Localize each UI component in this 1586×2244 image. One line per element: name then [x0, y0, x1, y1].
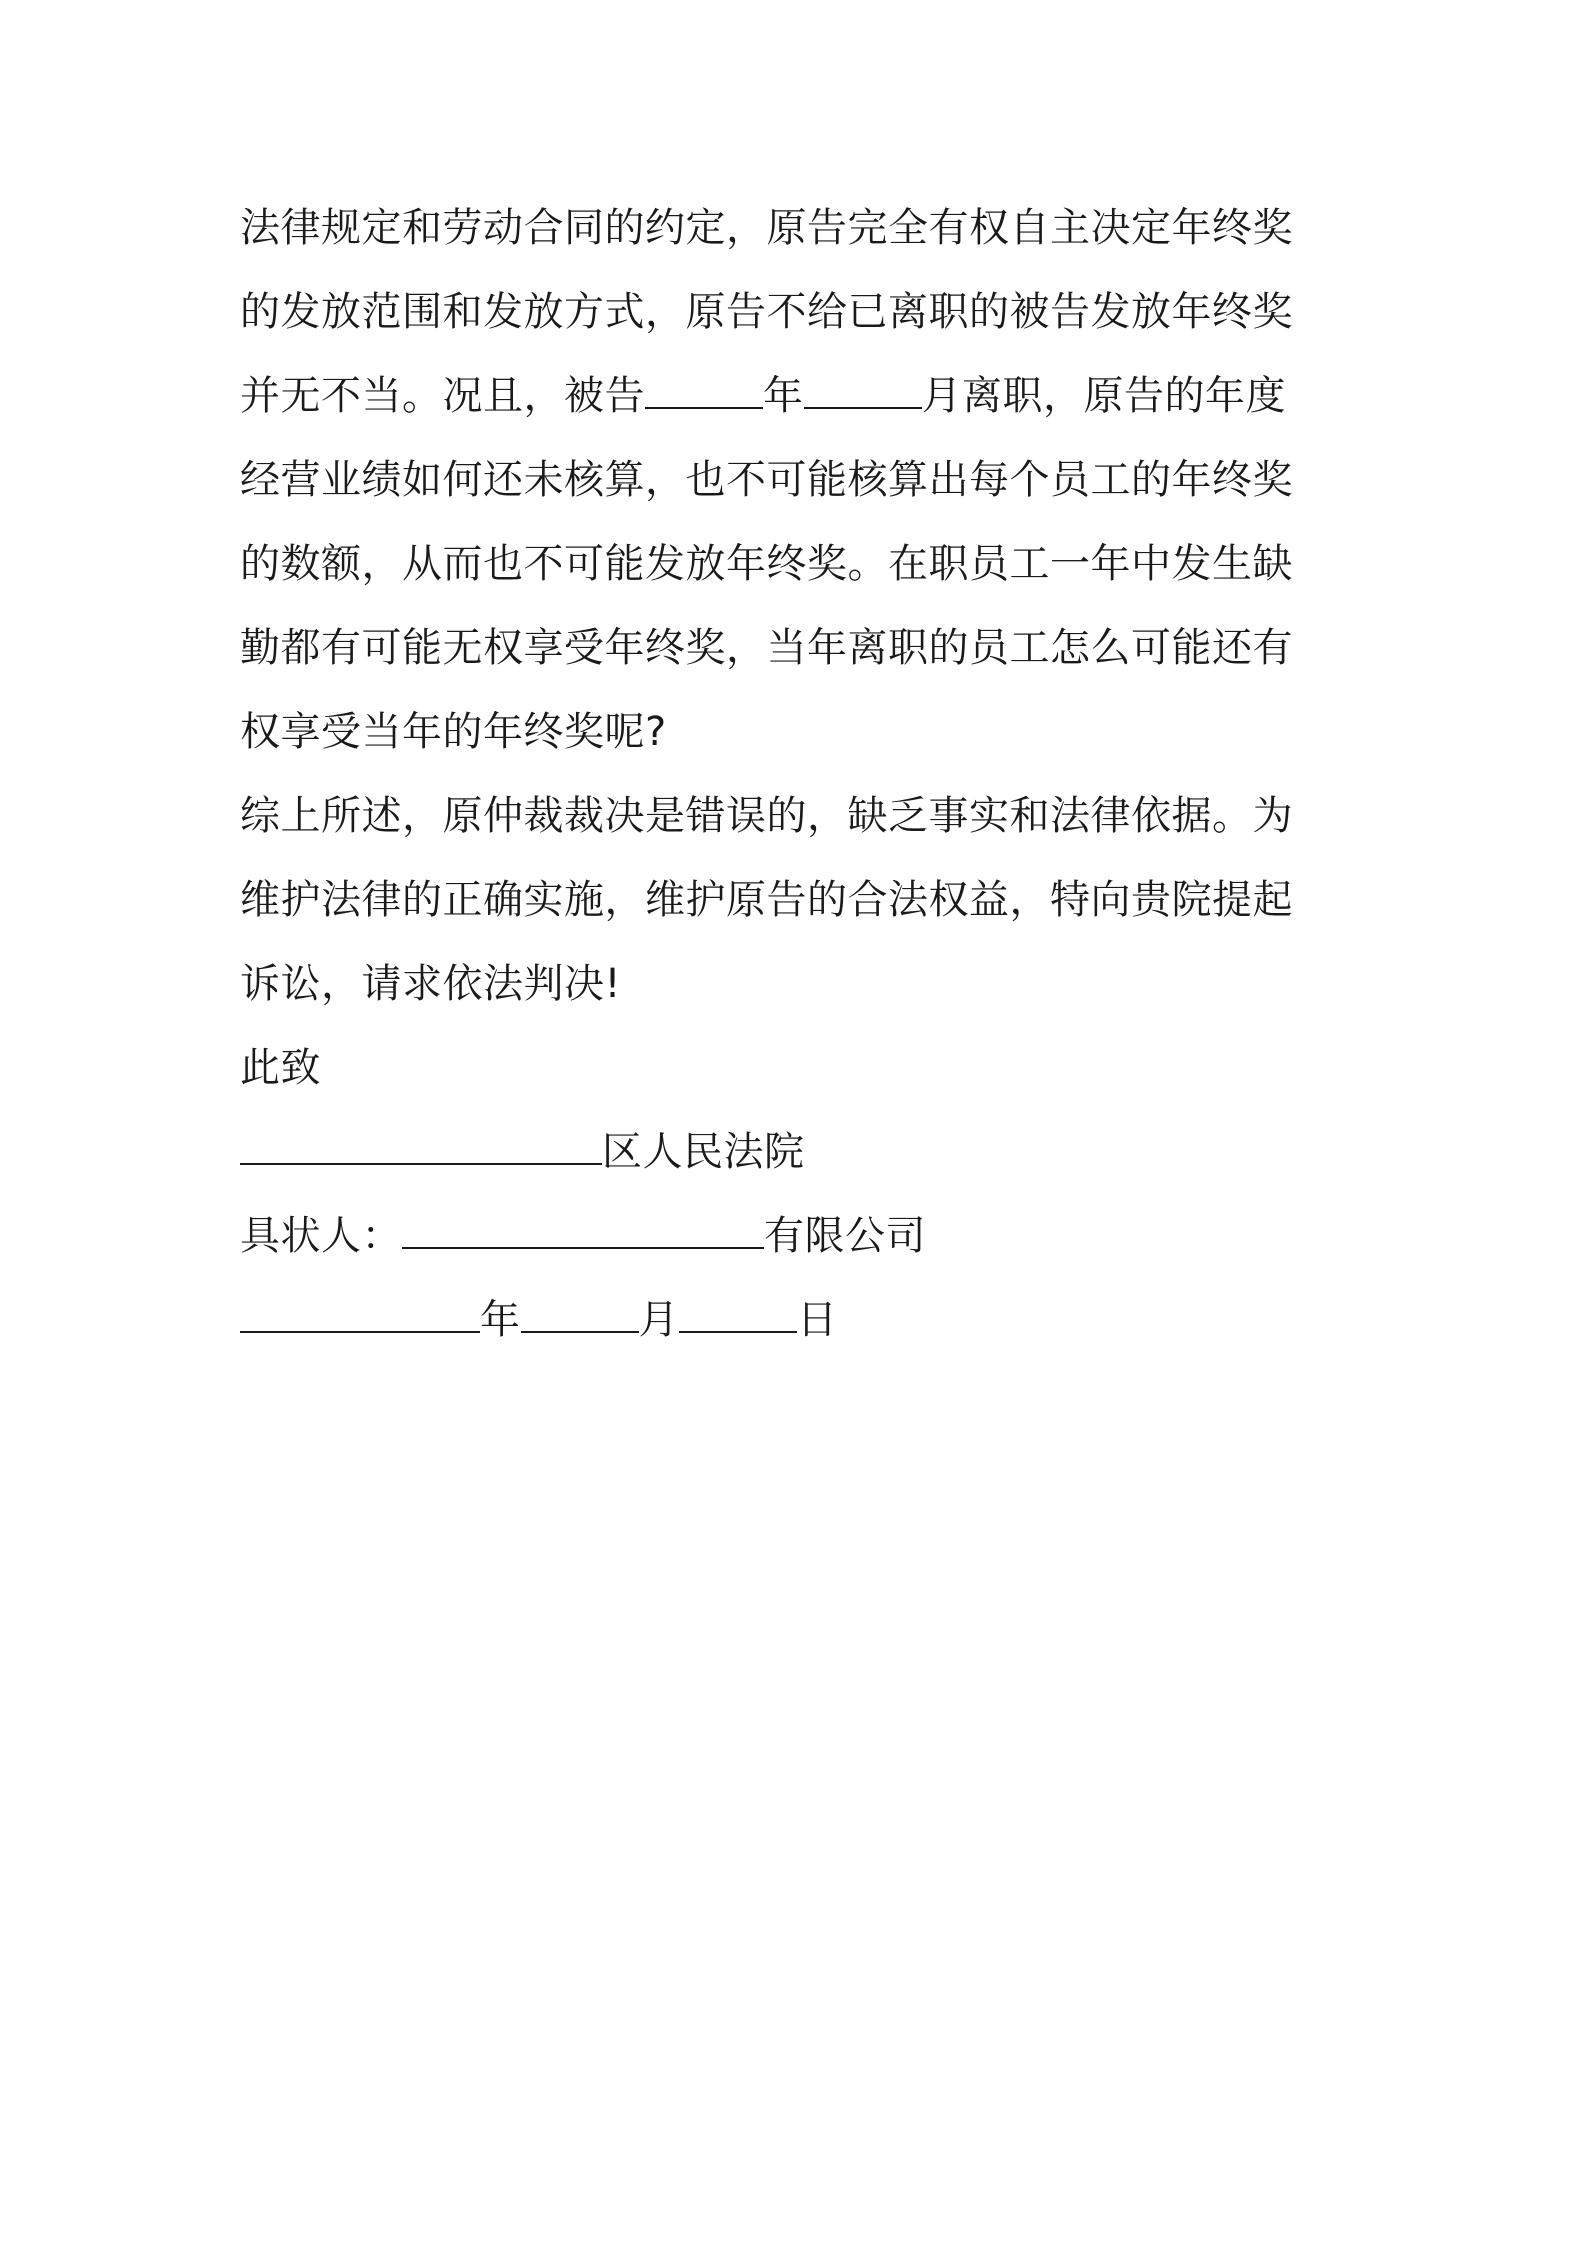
date-year-label: 年	[480, 1297, 521, 1343]
date-month-label: 月	[638, 1297, 679, 1343]
date-year-blank	[240, 1301, 480, 1333]
company-name-blank	[402, 1217, 764, 1249]
line-text: 年	[763, 373, 804, 419]
applicant-line	[240, 1194, 1360, 1278]
paragraph-line: 勤都有可能无权享受年终奖，当年离职的员工怎么可能还有	[240, 625, 1293, 671]
year-blank	[645, 377, 763, 409]
date-line	[240, 1278, 1360, 1362]
paragraph-line: 的数额，从而也不可能发放年终奖。在职员工一年中发生缺	[240, 541, 1293, 587]
applicant-suffix: 有限公司	[764, 1213, 926, 1259]
paragraph-line: 综上所述，原仲裁裁决是错误的，缺乏事实和法律依据。为	[240, 793, 1293, 839]
paragraph-line: 维护法律的正确实施，维护原告的合法权益，特向贵院提起	[240, 877, 1293, 923]
paragraph-line: 诉讼，请求依法判决!	[240, 961, 622, 1007]
paragraph-line: 权享受当年的年终奖呢?	[240, 709, 667, 755]
complaint-body	[240, 186, 1360, 1362]
month-blank	[804, 377, 922, 409]
paragraph-line: 的发放范围和发放方式，原告不给已离职的被告发放年终奖	[240, 289, 1293, 335]
applicant-label: 具状人：	[240, 1213, 402, 1259]
salutation: 此致	[240, 1045, 321, 1091]
line-text: 月离职，原告的年度	[921, 373, 1286, 419]
date-day-label: 日	[797, 1297, 838, 1343]
court-name-blank	[240, 1133, 602, 1165]
paragraph-line: 法律规定和劳动合同的约定，原告完全有权自主决定年终奖	[240, 205, 1293, 251]
line-text: 并无不当。况且，被告	[240, 373, 645, 419]
date-month-blank	[521, 1301, 639, 1333]
court-suffix: 区人民法院	[602, 1129, 805, 1175]
court-line	[240, 1110, 1360, 1194]
date-day-blank	[679, 1301, 797, 1333]
paragraph-line: 经营业绩如何还未核算，也不可能核算出每个员工的年终奖	[240, 457, 1293, 503]
paragraph-line-with-blanks	[240, 354, 1360, 438]
